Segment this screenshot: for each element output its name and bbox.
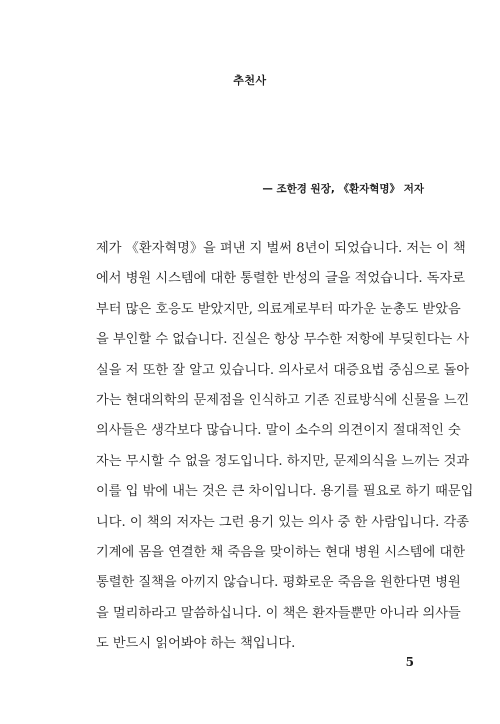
paragraph-line: 의사들은 생각보다 많습니다. 말이 소수의 의견이지 절대적인 숫: [96, 423, 461, 439]
paragraph-line: 실을 저 또한 잘 알고 있습니다. 의사로서 대증요법 중심으로 돌아: [96, 362, 470, 378]
section-heading: 추천사: [233, 74, 267, 87]
paragraph-line: 가는 현대의학의 문제점을 인식하고 기존 진료방식에 신물을 느낀: [96, 392, 470, 408]
paragraph-line: 제가 《환자혁명》을 펴낸 지 벌써 8년이 되었습니다. 저는 이 책: [96, 241, 466, 256]
page-number: 5: [405, 655, 414, 669]
paragraph-line: 을 멀리하라고 말씀하십니다. 이 책은 환자들뿐만 아니라 의사들: [96, 605, 461, 621]
paragraph-line: 자는 무시할 수 없을 정도입니다. 하지만, 문제의식을 느끼는 것과: [96, 453, 470, 469]
paragraph-line: 도 반드시 읽어봐야 하는 책입니다.: [96, 636, 296, 652]
paragraph-line: 기계에 몸을 연결한 채 죽음을 맞이하는 현대 병원 시스템에 대한: [96, 544, 465, 560]
paragraph-line: 통렬한 질책을 아끼지 않습니다. 평화로운 죽음을 원한다면 병원: [96, 575, 461, 591]
paragraph-line: 니다. 이 책의 저자는 그런 용기 있는 의사 중 한 사람입니다. 각종: [96, 514, 469, 530]
paragraph-line: 을 부인할 수 없습니다. 진실은 항상 무수한 저항에 부딪힌다는 사: [96, 332, 470, 348]
author-attribution: — 조한경 원장, 《환자혁명》 저자: [262, 183, 424, 195]
paragraph-line: 에서 병원 시스템에 대한 통렬한 반성의 글을 적었습니다. 독자로: [96, 271, 465, 287]
paragraph-line: 부터 많은 호응도 받았지만, 의료계로부터 따가운 눈총도 받았음: [96, 301, 461, 317]
body-paragraph: [96, 234, 474, 659]
paragraph-line: 이를 입 밖에 내는 것은 큰 차이입니다. 용기를 필요로 하기 때문입: [96, 484, 474, 500]
